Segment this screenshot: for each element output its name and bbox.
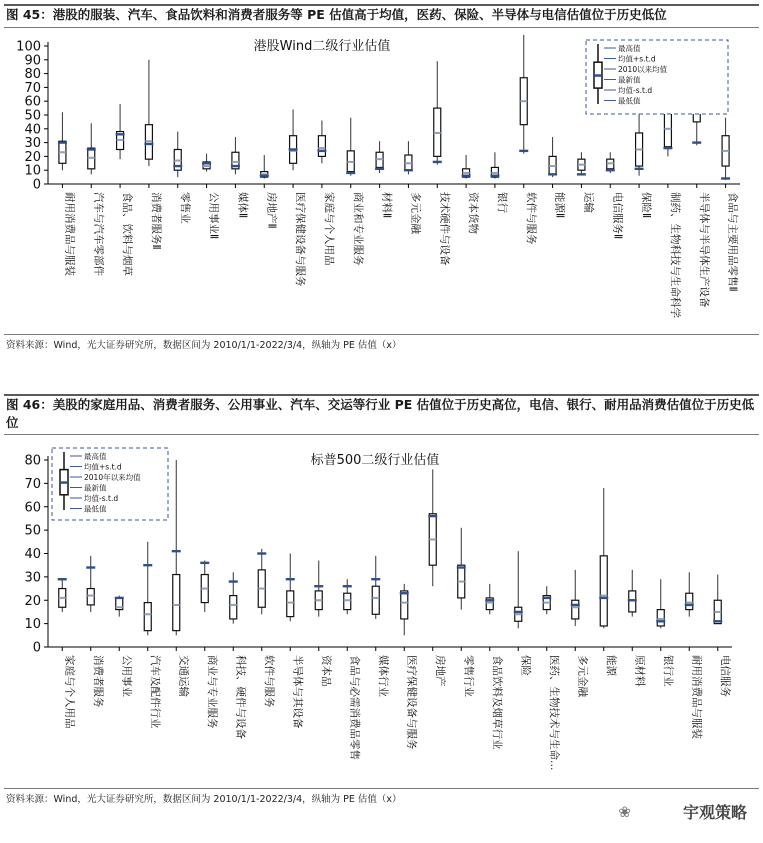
x-category-label: 食品饮料及烟草行业 xyxy=(490,655,503,750)
x-category-label: 医疗保健设备与服务 xyxy=(294,192,307,287)
legend-box xyxy=(52,448,168,520)
watermark-text: 宇观策略 xyxy=(682,803,747,822)
y-tick-label: 80 xyxy=(24,67,41,83)
figure-45-source-rule xyxy=(4,334,759,335)
legend-entry: 2010以来均值 xyxy=(618,65,668,74)
x-category-label: 软件与服务 xyxy=(524,192,537,245)
legend-entry: 最新值 xyxy=(84,483,107,493)
legend-entry: 最高值 xyxy=(84,452,107,461)
x-category-label: 银行业 xyxy=(661,655,674,687)
figure-46-source-rule xyxy=(4,788,759,789)
y-tick-label: 60 xyxy=(24,500,41,516)
iqr-box xyxy=(372,586,379,614)
figure-45-source: 资料来源：Wind，光大证券研究所，数据区间为 2010/1/1-2022/3/4，纵轴为 PE 估值（x） xyxy=(6,340,402,351)
x-category-label: 商业和专业服务 xyxy=(351,192,364,266)
legend-entry: 均值+s.t.d xyxy=(84,462,122,472)
iqr-box xyxy=(287,591,294,617)
y-tick-label: 20 xyxy=(24,593,41,609)
iqr-box xyxy=(144,603,151,631)
legend-entry: 均值-s.t.d xyxy=(84,494,119,503)
x-category-label: 公用事业Ⅱ xyxy=(207,192,220,240)
x-category-label: 食品与主要用品零售Ⅱ xyxy=(726,192,739,292)
legend-entry: 最新值 xyxy=(618,75,641,85)
iqr-box xyxy=(173,575,180,631)
y-tick-label: 0 xyxy=(32,177,41,193)
x-category-label: 保险 xyxy=(519,655,532,676)
iqr-box xyxy=(344,593,351,609)
x-category-label: 媒体行业 xyxy=(376,655,389,697)
x-category-label: 零售行业 xyxy=(462,655,475,697)
x-category-label: 保险Ⅱ xyxy=(640,192,653,219)
y-tick-label: 30 xyxy=(24,570,41,586)
x-category-label: 家庭与个人用品 xyxy=(322,192,335,266)
x-category-label: 资本货物 xyxy=(467,192,480,234)
x-category-label: 医药、生物技术与生命… xyxy=(547,655,560,771)
iqr-box xyxy=(686,593,693,609)
y-tick-label: 40 xyxy=(24,547,41,562)
x-category-label: 运输 xyxy=(582,192,595,213)
x-category-label: 消费者服务Ⅱ xyxy=(149,192,162,250)
x-category-label: 耐用消费品与服装 xyxy=(690,655,703,739)
x-category-label: 电信服务Ⅱ xyxy=(611,192,624,240)
legend-entry: 最低值 xyxy=(618,96,641,106)
x-category-label: 交通运输 xyxy=(177,655,190,697)
iqr-box xyxy=(401,591,408,619)
chart-hk-pe-boxplot xyxy=(0,28,763,333)
y-tick-label: 20 xyxy=(24,149,41,165)
legend-entry: 最低值 xyxy=(84,504,107,514)
iqr-box xyxy=(318,136,325,157)
chart-sp500-pe-boxplot xyxy=(0,436,763,786)
y-tick-label: 10 xyxy=(24,163,41,179)
figure-46-title: 图 46：美股的家庭用品、消费者服务、公用事业、汽车、交运等行业 PE 估值位于历史高位，电信、银行、耐用品消费估值位于历史低位 xyxy=(6,397,755,430)
legend-box xyxy=(586,40,728,114)
y-tick-label: 80 xyxy=(24,453,41,469)
x-category-label: 能源Ⅱ xyxy=(553,192,566,219)
x-category-label: 家庭与个人用品 xyxy=(63,655,76,729)
y-tick-label: 50 xyxy=(24,108,41,124)
iqr-box xyxy=(87,589,94,605)
x-category-label: 多元金融 xyxy=(409,192,422,234)
y-tick-label: 40 xyxy=(24,122,41,138)
x-category-label: 汽车及配件行业 xyxy=(148,655,161,729)
iqr-box xyxy=(657,610,664,626)
x-category-label: 零售业 xyxy=(178,192,191,224)
iqr-box xyxy=(572,600,579,619)
x-category-label: 耐用消费品与服装 xyxy=(63,192,76,276)
figure-46-title-rule xyxy=(4,434,759,435)
chart-title: 标普500二级行业估值 xyxy=(310,453,440,468)
figure-45-title: 图 45：港股的服装、汽车、食品饮料和消费者服务等 PE 估值高于均值，医药、保险、半导体与电信估值位于历史低位 xyxy=(6,7,667,22)
x-category-label: 房地产Ⅱ xyxy=(265,192,278,229)
x-category-label: 房地产 xyxy=(433,655,446,687)
figure-46-source: 资料来源：Wind，光大证券研究所，数据区间为 2010/1/1-2022/3/4，纵轴为 PE 估值（x） xyxy=(6,794,402,805)
y-tick-label: 90 xyxy=(24,53,41,69)
legend-entry: 最高值 xyxy=(618,44,641,53)
chart-title: 港股Wind二级行业估值 xyxy=(253,39,391,54)
x-category-label: 汽车与汽车零部件 xyxy=(92,192,105,276)
legend-entry: 均值-s.t.d xyxy=(618,86,653,95)
y-tick-label: 10 xyxy=(24,617,41,633)
x-category-label: 消费者服务 xyxy=(91,655,104,708)
y-tick-label: 60 xyxy=(24,94,41,110)
x-category-label: 食品与必需消费品零售 xyxy=(348,655,361,760)
x-category-label: 媒体Ⅱ xyxy=(236,192,249,219)
x-category-label: 多元金融 xyxy=(576,655,589,697)
x-category-label: 医疗保健设备与服务 xyxy=(405,655,418,750)
y-tick-label: 70 xyxy=(24,80,41,96)
x-category-label: 科技、硬件与设备 xyxy=(234,655,247,739)
x-category-label: 材料Ⅱ xyxy=(380,192,393,219)
x-category-label: 银行 xyxy=(495,192,508,213)
iqr-box xyxy=(230,596,237,619)
x-category-label: 资本品 xyxy=(319,655,332,687)
x-category-label: 原材料 xyxy=(633,655,646,687)
x-category-label: 半导体与其设备 xyxy=(291,655,304,729)
iqr-box xyxy=(600,556,607,626)
y-tick-label: 0 xyxy=(32,640,41,656)
x-category-label: 能源 xyxy=(604,655,617,676)
x-category-label: 公用事业 xyxy=(120,655,133,697)
x-category-label: 电信服务 xyxy=(718,655,731,697)
x-category-label: 制药、生物科技与生命科学 xyxy=(668,192,681,318)
x-category-label: 技术硬件与设备 xyxy=(438,192,451,266)
y-tick-label: 30 xyxy=(24,136,41,152)
legend-entry: 2010年以来均值 xyxy=(84,473,141,482)
y-tick-label: 100 xyxy=(16,39,41,55)
wechat-icon: ❀ xyxy=(618,803,631,821)
y-tick-label: 70 xyxy=(24,476,41,492)
x-category-label: 软件与服务 xyxy=(262,655,275,708)
y-tick-label: 50 xyxy=(24,523,41,539)
x-category-label: 食品、饮料与烟草 xyxy=(121,192,134,276)
x-category-label: 商业与专业服务 xyxy=(205,655,218,729)
x-category-label: 半导体与半导体生产设备 xyxy=(697,192,710,308)
legend-entry: 均值+s.t.d xyxy=(618,54,656,64)
